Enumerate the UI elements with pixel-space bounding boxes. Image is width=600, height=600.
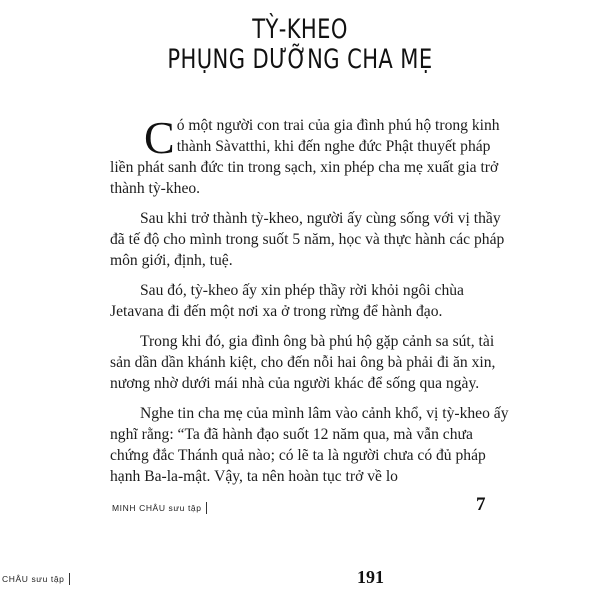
chapter-title-line-2: PHỤNG DƯỠNG CHA MẸ: [167, 44, 433, 75]
paragraph: Trong khi đó, gia đình ông bà phú hộ gặp cảnh sa sút, tài sản dần dần khánh kiệt, cho đến nỗi hai ông bà phải đi ăn xin, nương nhờ dưới mái nhà của người khác để sống qua ngày.: [110, 333, 496, 392]
paragraph: [110, 112, 510, 199]
paragraph: Nghe tin cha mẹ của mình lâm vào cảnh khổ, vị tỳ-kheo ấy nghĩ rằng: “Ta đã hành đạo suốt 12 năm qua, mà vẫn chưa chứng đắc Thánh quả nào; có lẽ ta là người chưa có đủ pháp hạnh Ba-la-mật. Vậy, ta nên hoàn tục trở về lo: [110, 405, 509, 485]
body-text: [110, 112, 510, 496]
chapter-title-line-1: TỲ-KHEO: [252, 14, 348, 45]
footer-divider: [206, 502, 207, 514]
running-footer: [112, 502, 207, 514]
paragraph: Sau khi trở thành tỳ-kheo, người ấy cùng sống với vị thầy đã tế độ cho mình trong suốt 5 năm, học và thực hành các pháp môn giới, định, tuệ.: [110, 210, 505, 269]
bottom-page-number: 191: [357, 567, 384, 587]
bottom-running-footer: [2, 573, 70, 585]
drop-cap: C: [144, 112, 175, 163]
paragraph: Sau đó, tỳ-kheo ấy xin phép thầy rời khỏi ngôi chùa Jetavana đi đến một nơi xa ở trong rừng để hành đạo.: [110, 282, 464, 320]
bottom-footer-divider: [69, 573, 70, 585]
paragraph-text: ó một người con trai của gia đình phú hộ trong kinh thành Sàvatthi, khi đến nghe đức Phật thuyết pháp liền phát sanh đức tin trong sạch, xin phép cha mẹ xuất gia trở thành tỳ-kheo.: [110, 117, 500, 197]
page-number: 7: [476, 494, 486, 515]
bottom-footer-label: CHÂU sưu tập: [2, 574, 65, 584]
footer-author-label: MINH CHÂU sưu tập: [112, 503, 202, 513]
